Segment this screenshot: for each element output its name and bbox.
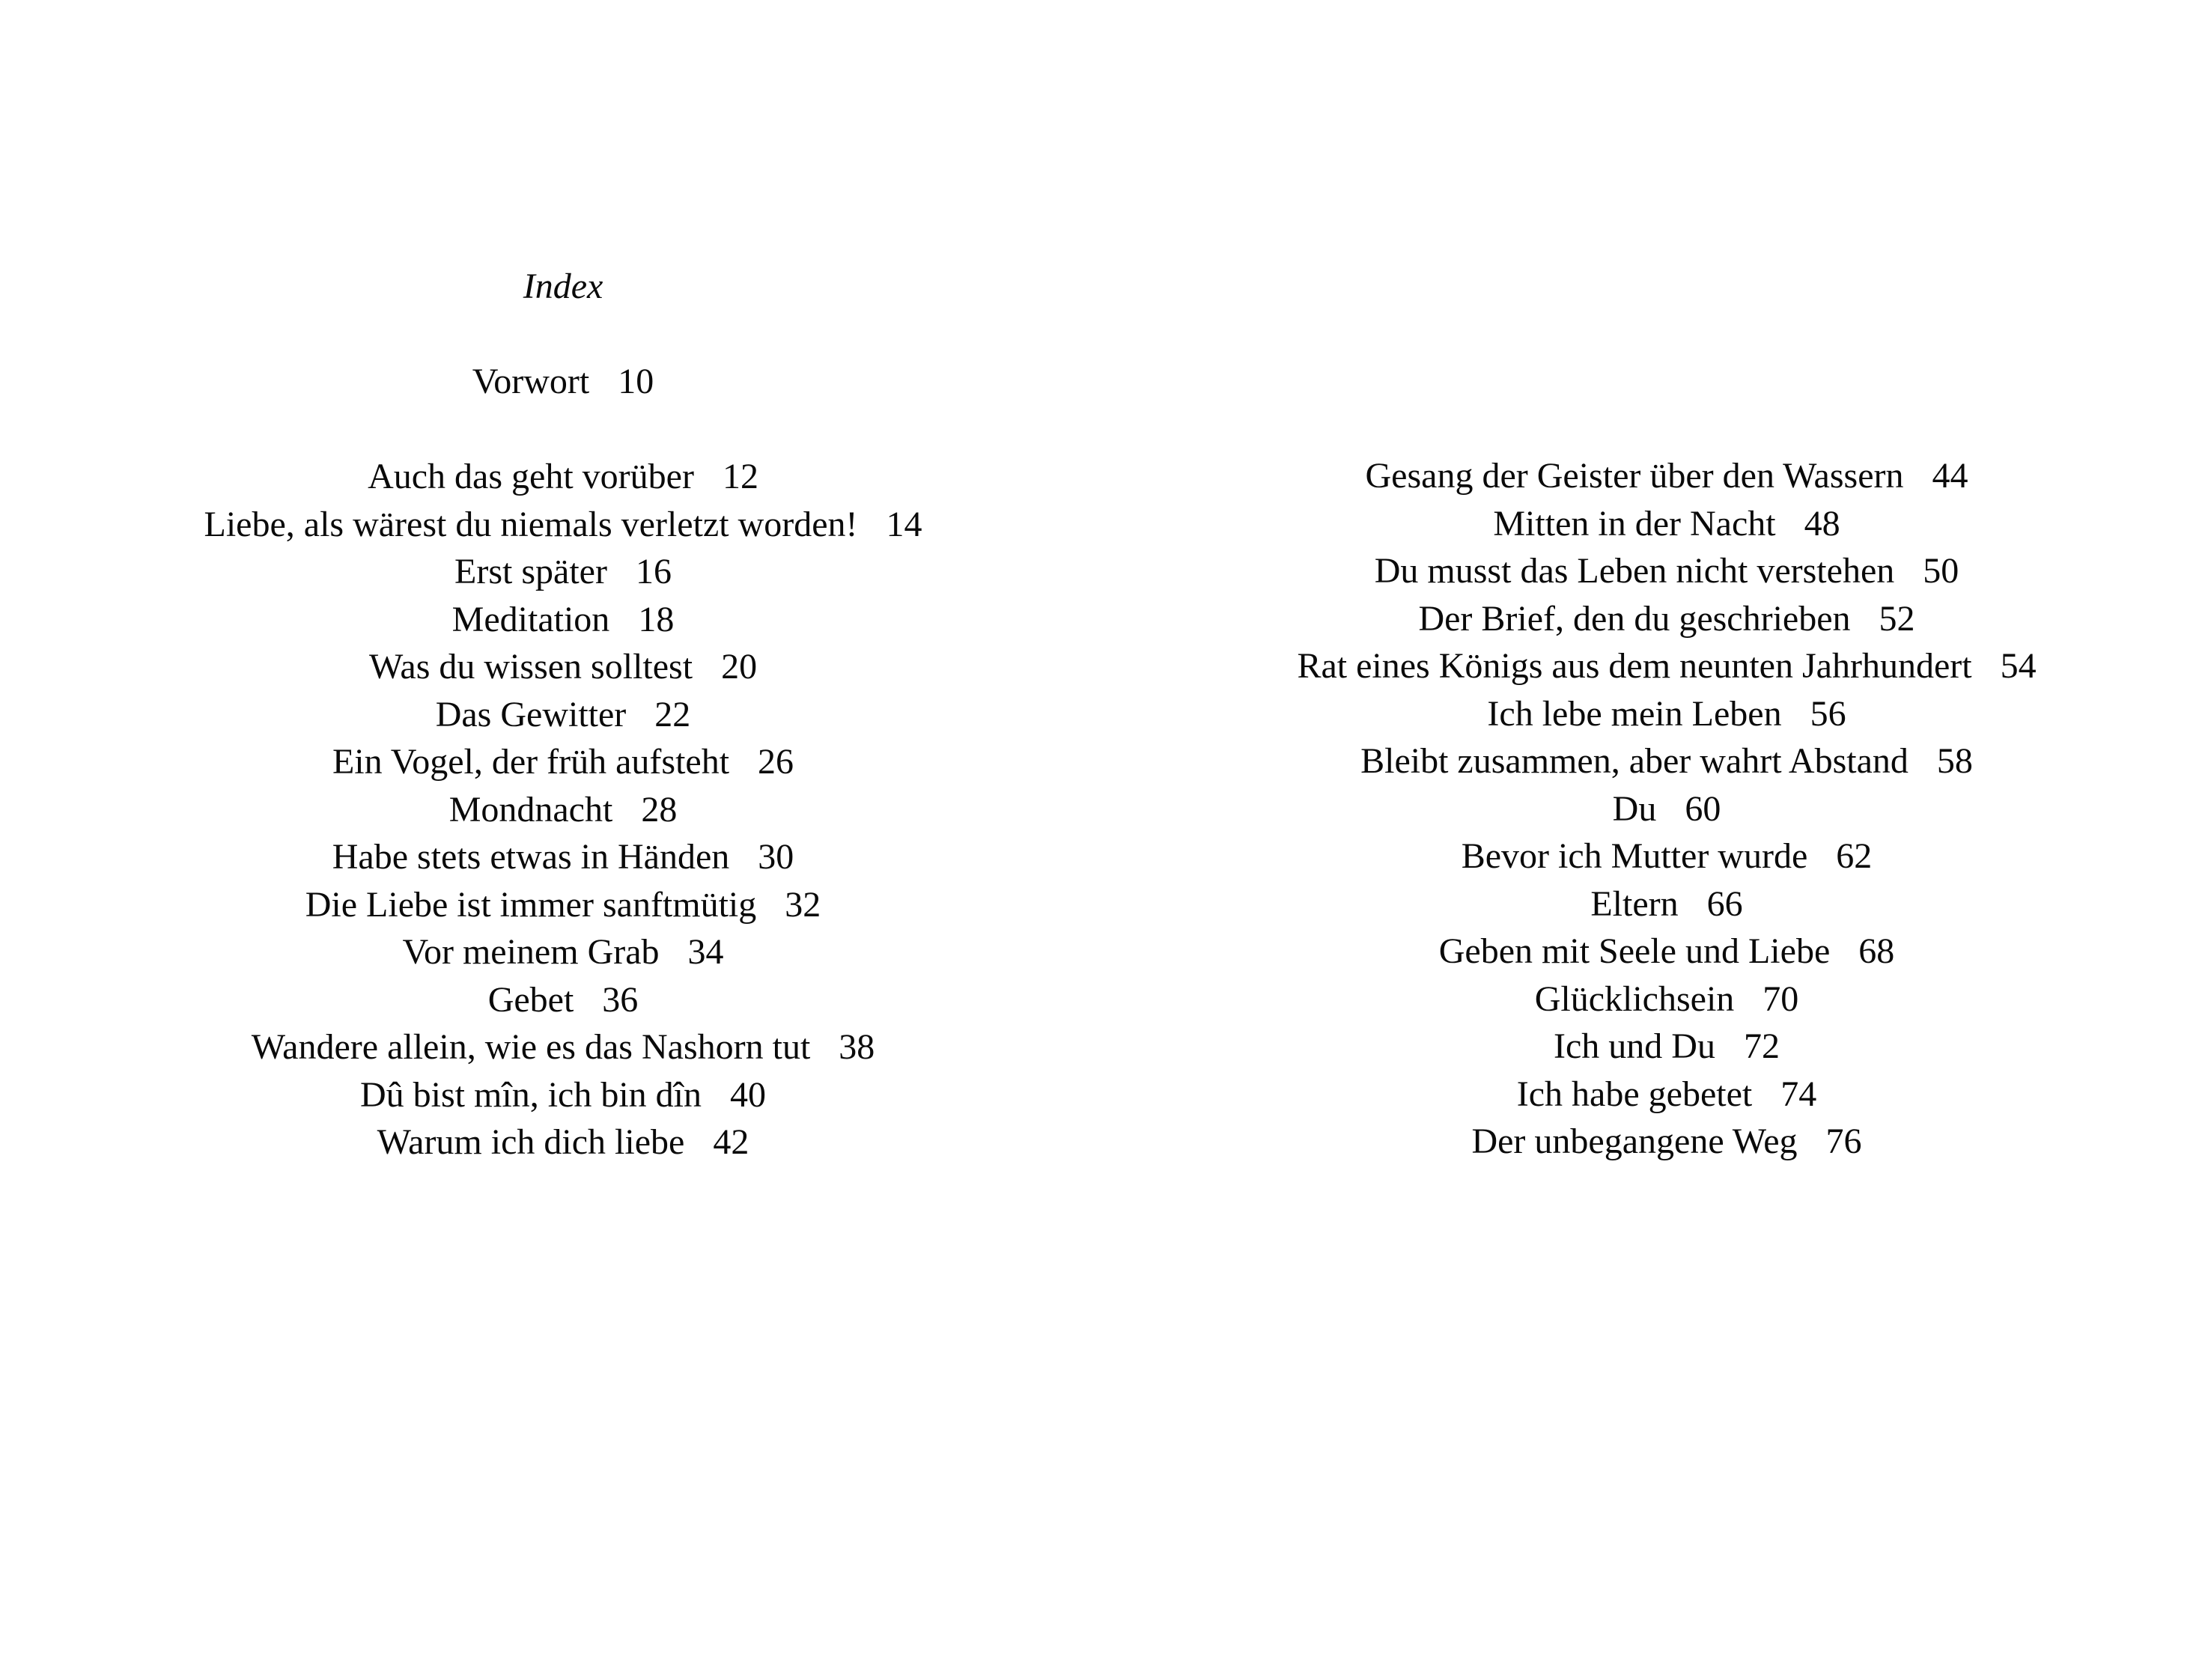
entry-page-number: 62 — [1836, 836, 1873, 876]
entry-title: Das Gewitter — [435, 694, 627, 734]
entry-page-number: 22 — [654, 694, 691, 734]
entry-title: Was du wissen solltest — [368, 647, 693, 687]
toc-column-left — [10, 263, 1116, 1166]
entry-title: Mondnacht — [448, 789, 613, 830]
toc-entry — [1114, 547, 2211, 595]
entry-title: Ich und Du — [1554, 1026, 1715, 1066]
entry-page-number: 56 — [1810, 693, 1846, 734]
toc-entry — [10, 881, 1116, 929]
entry-title: Du — [1612, 788, 1657, 829]
entry-page-number: 28 — [641, 789, 678, 830]
entry-page-number: 48 — [1804, 503, 1840, 544]
entry-page-number: 38 — [839, 1027, 875, 1067]
toc-entry — [10, 501, 1116, 549]
entry-page-number: 26 — [758, 742, 794, 782]
toc-entry — [10, 1119, 1116, 1166]
toc-entry — [1114, 880, 2211, 928]
entry-title: Mitten in der Nacht — [1493, 503, 1776, 544]
entry-page-number: 42 — [713, 1122, 749, 1162]
entry-title: Vorwort — [472, 362, 590, 401]
entry-page-number: 40 — [730, 1074, 766, 1115]
entry-page-number: 16 — [635, 552, 672, 591]
entry-page-number: 60 — [1685, 788, 1721, 829]
entry-title: Ich habe gebetet — [1516, 1074, 1753, 1114]
entry-title: Wandere allein, wie es das Nashorn tut — [251, 1027, 811, 1067]
toc-entry — [10, 738, 1116, 786]
entry-page-number: 68 — [1858, 931, 1895, 971]
entry-title: Liebe, als wärest du niemals verletzt worden! — [204, 504, 858, 544]
toc-entry — [10, 928, 1116, 976]
entry-title: Eltern — [1590, 883, 1679, 924]
toc-entry — [10, 833, 1116, 881]
entry-title: Du musst das Leben nicht verstehen — [1374, 551, 1895, 591]
entry-title: Die Liebe ist immer sanftmütig — [305, 884, 757, 925]
entry-title: Ein Vogel, der früh aufsteht — [332, 742, 730, 782]
toc-entry — [10, 976, 1116, 1024]
entry-page-number: 36 — [602, 979, 639, 1020]
entry-page-number: 18 — [638, 599, 675, 639]
entry-page-number: 52 — [1879, 598, 1915, 639]
entry-title: Habe stets etwas in Händen — [332, 837, 730, 877]
entry-title: Gesang der Geister über den Wassern — [1365, 456, 1904, 496]
toc-entry — [1114, 737, 2211, 785]
entry-title: Glücklichsein — [1534, 979, 1735, 1019]
entry-title: Bevor ich Mutter wurde — [1461, 836, 1808, 876]
entry-page-number: 66 — [1706, 883, 1743, 924]
entry-title: Auch das geht vorüber — [368, 457, 694, 496]
entry-title: Meditation — [451, 599, 610, 639]
toc-column-right — [1114, 452, 2211, 1166]
entry-page-number: 32 — [785, 884, 821, 925]
toc-entry — [1114, 928, 2211, 976]
toc-entry — [1114, 785, 2211, 833]
entry-page-number: 54 — [2000, 646, 2037, 686]
entry-page-number: 74 — [1780, 1074, 1817, 1114]
entry-title: Warum ich dich liebe — [377, 1122, 685, 1162]
toc-entry — [10, 691, 1116, 739]
entry-page-number: 72 — [1743, 1026, 1780, 1066]
entry-page-number: 34 — [687, 932, 724, 972]
toc-entries-left — [10, 453, 1116, 1166]
entry-page-number: 58 — [1936, 741, 1973, 781]
toc-entry — [10, 453, 1116, 501]
toc-entry — [1114, 595, 2211, 643]
entry-title: Erst später — [454, 552, 607, 591]
entry-page-number: 12 — [722, 457, 758, 496]
entry-page-number: 76 — [1825, 1121, 1862, 1161]
toc-entry — [1114, 833, 2211, 880]
toc-entry — [1114, 500, 2211, 548]
entry-page-number: 44 — [1932, 456, 1968, 496]
toc-entry — [1114, 1071, 2211, 1119]
entry-title: Ich lebe mein Leben — [1487, 693, 1782, 734]
entry-title: Bleibt zusammen, aber wahrt Abstand — [1360, 741, 1909, 781]
entry-page-number: 70 — [1763, 979, 1799, 1019]
entry-page-number: 10 — [618, 362, 654, 401]
index-heading: Index — [523, 267, 603, 306]
toc-entry — [10, 786, 1116, 834]
entry-title: Der Brief, den du geschrieben — [1418, 598, 1851, 639]
toc-entry — [10, 548, 1116, 596]
entry-page-number: 30 — [758, 837, 794, 877]
toc-entry — [1114, 1118, 2211, 1166]
toc-entry-preface — [10, 358, 1116, 406]
toc-entry — [1114, 1023, 2211, 1071]
toc-entry — [10, 643, 1116, 691]
toc-entry — [1114, 690, 2211, 738]
entry-title: Gebet — [487, 979, 574, 1020]
toc-entries-right — [1114, 452, 2211, 1166]
entry-title: Rat eines Königs aus dem neunten Jahrhundert — [1297, 646, 1972, 686]
entry-page-number: 14 — [886, 504, 922, 544]
entry-title: Dû bist mîn, ich bin dîn — [360, 1074, 702, 1115]
toc-entry — [10, 596, 1116, 644]
toc-entry — [10, 1071, 1116, 1119]
toc-entry — [1114, 452, 2211, 500]
entry-page-number: 20 — [721, 647, 758, 687]
toc-entry — [10, 1023, 1116, 1071]
entry-title: Der unbegangene Weg — [1471, 1121, 1798, 1161]
toc-entry — [1114, 642, 2211, 690]
entry-title: Vor meinem Grab — [402, 932, 660, 972]
toc-entry — [1114, 976, 2211, 1023]
entry-title: Geben mit Seele und Liebe — [1438, 931, 1831, 971]
entry-page-number: 50 — [1923, 551, 1959, 591]
